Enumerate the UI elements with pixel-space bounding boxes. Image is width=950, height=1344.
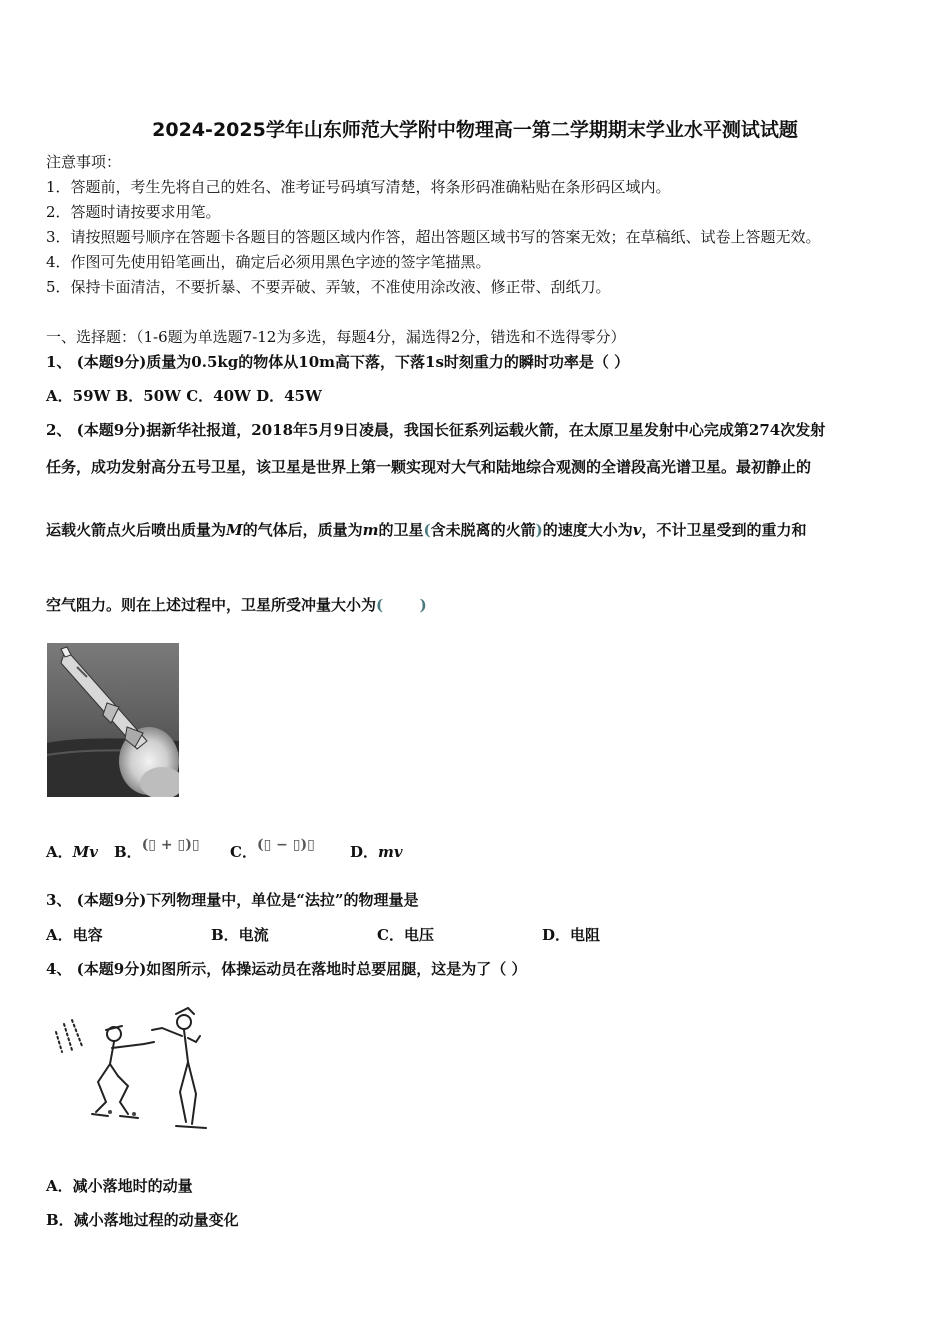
q2-var-m: m: [362, 521, 379, 539]
q3-option-a: A．电容: [46, 926, 103, 944]
q2-option-d: [350, 843, 403, 861]
q3-option-d: D．电阻: [542, 926, 601, 944]
option-label: B．: [114, 843, 142, 861]
notice-item: 5．保持卡面清洁，不要折暴、不要弄破、弄皱，不准使用涂改液、修正带、刮纸刀。: [46, 278, 611, 296]
q2-var-M: M: [226, 521, 243, 539]
option-value: Mv: [72, 843, 98, 861]
q1-options: A．59W B．50W C．40W D．45W: [46, 387, 322, 405]
paren-close-glyph: ): [535, 521, 543, 539]
q1-stem: 1、 (本题9分)质量为0.5kg的物体从10m高下落，下落1s时刻重力的瞬时功率是（ ）: [46, 353, 630, 371]
option-value: mv: [378, 843, 403, 861]
gymnast-landing-image: [48, 1002, 218, 1134]
rocket-launch-image: [47, 643, 179, 797]
q3-option-b: B．电流: [211, 926, 269, 944]
option-formula: (▯ − ▯)▯: [256, 837, 315, 853]
q2-text: 的气体后，质量为: [242, 521, 363, 539]
notice-item: 2．答题时请按要求用笔。: [46, 203, 221, 221]
q3-stem: 3、 (本题9分)下列物理量中，单位是“法拉”的物理量是: [46, 891, 419, 909]
q2-text: 运载火箭点火后喷出质量为: [46, 521, 227, 539]
q2-line: 任务，成功发射高分五号卫星，该卫星是世界上第一颗实现对大气和陆地综合观测的全谱段高光谱卫星。最初静止的: [46, 458, 812, 476]
option-formula: (▯ + ▯)▯: [141, 837, 200, 853]
q2-option-a: [46, 843, 98, 861]
q4-option-b: B．减小落地过程的动量变化: [46, 1211, 239, 1229]
option-label: D．: [350, 843, 379, 861]
q2-text: 的速度大小为: [542, 521, 633, 539]
q2-line: [46, 521, 807, 539]
notice-item: 1．答题前，考生先将自己的姓名、准考证号码填写清楚，将条形码准确粘贴在条形码区域内。: [46, 178, 671, 196]
q2-text: 空气阻力。则在上述过程中，卫星所受冲量大小为: [46, 596, 377, 614]
q2-option-c: [230, 837, 315, 862]
q2-text: 的卫星: [378, 521, 424, 539]
option-label: A．: [46, 843, 73, 861]
section-heading: 一、选择题：（1-6题为单选题7-12为多选，每题4分，漏选得2分，错选和不选得零分）: [46, 328, 626, 346]
paren-open-glyph: (: [423, 521, 431, 539]
q4-stem: 4、 (本题9分)如图所示，体操运动员在落地时总要屈腿，这是为了（ ）: [46, 960, 527, 978]
q3-option-c: C．电压: [377, 926, 434, 944]
blank-parens-glyph: ( ): [376, 596, 427, 614]
page-title: 2024-2025学年山东师范大学附中物理高一第二学期期末学业水平测试试题: [152, 119, 798, 141]
q2-text: ，不计卫星受到的重力和: [641, 521, 807, 539]
q2-line: 2、 (本题9分)据新华社报道，2018年5月9日凌晨，我国长征系列运载火箭，在太原卫星发射中心完成第274次发射: [46, 421, 826, 439]
notice-heading: 注意事项：: [46, 153, 122, 171]
notice-item: 3．请按照题号顺序在答题卡各题目的答题区域内作答，超出答题区域书写的答案无效；在草稿纸、试卷上答题无效。: [46, 228, 821, 246]
q2-text: 含未脱离的火箭: [430, 521, 536, 539]
q2-line: [46, 596, 427, 614]
option-label: C．: [230, 843, 257, 861]
q2-var-v: v: [632, 521, 642, 539]
q4-option-a: A．减小落地时的动量: [46, 1177, 193, 1195]
notice-item: 4．作图可先使用铅笔画出，确定后必须用黑色字迹的签字笔描黑。: [46, 253, 491, 271]
q2-option-b: [114, 837, 200, 862]
